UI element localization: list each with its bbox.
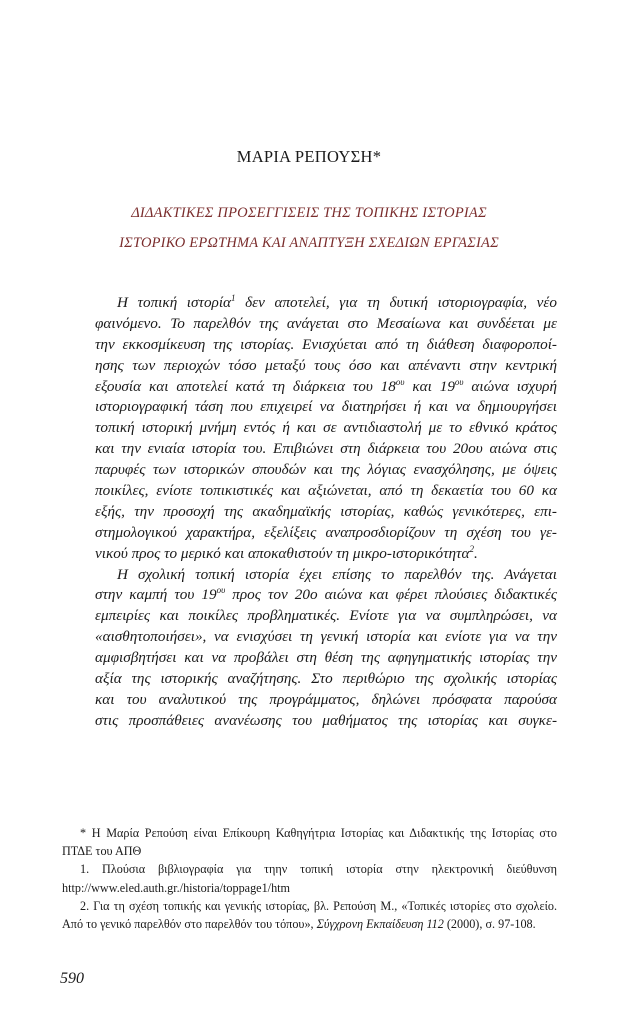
body-line bbox=[95, 585, 557, 606]
text-segment: * Η Μαρία Ρεπούση είναι Επίκουρη Καθηγήτρια Ιστορίας και Διδακτικής της Ιστορίας στο bbox=[80, 826, 557, 840]
superscript: 1 bbox=[231, 293, 236, 303]
text-segment: και του αναλυτικού της προγράμματος, δηλώνει πρόσφατα παρούσα bbox=[95, 690, 557, 708]
body-line bbox=[95, 711, 557, 732]
body-line bbox=[95, 690, 557, 711]
footnote-line bbox=[62, 879, 557, 897]
body-line bbox=[95, 565, 557, 586]
superscript: ου bbox=[395, 376, 405, 387]
body-text bbox=[95, 293, 557, 732]
footnotes bbox=[62, 824, 557, 933]
text-segment: http://www.eled.auth.gr./historia/toppage1/htm bbox=[62, 880, 291, 895]
text-segment: Η τοπική ιστορία bbox=[117, 294, 232, 311]
text-segment: προς τον 20ο αιώνα και φέρει πλούσιες διδακτικές bbox=[225, 586, 557, 604]
article-subtitle: ΙΣΤΟΡΙΚΟ ΕΡΩΤΗΜΑ ΚΑΙ ΑΝΑΠΤΥΞΗ ΣΧΕΔΙΩΝ ΕΡΓΑΣΙΑΣ bbox=[119, 235, 499, 251]
text-segment: αιώνα ισχυρή bbox=[463, 377, 557, 395]
body-line bbox=[95, 460, 557, 481]
text-segment: ποικίλες, ενίοτε τοπικιστικές και αξιώνεται, από τη δεκαετία του 60 κα bbox=[95, 482, 557, 500]
text-segment: αξία της ιστορικής αναζήτησης. Στο περιθώριο της σχολικής ιστορίας bbox=[95, 670, 557, 688]
body-line bbox=[95, 293, 557, 314]
body-line bbox=[95, 377, 557, 398]
footnote-line bbox=[62, 824, 557, 842]
text-segment: ΠΤΔΕ του ΑΠΘ bbox=[62, 844, 142, 859]
footnote-line bbox=[62, 842, 557, 860]
text-segment: παρυφές των ιστορικών σπουδών και της λόγιας ενασχόλησης, με όψεις bbox=[95, 461, 557, 479]
text-segment: ησης των περιοχών τόσο μεταξύ τους όσο και απέναντι στην κεντρική bbox=[95, 356, 557, 374]
body-line bbox=[95, 418, 557, 439]
footnote-line bbox=[62, 897, 557, 915]
text-segment: ιστοριογραφική τάση που επιχειρεί να διατηρήσει ή και να δημιουργήσει bbox=[95, 398, 557, 416]
text-segment: στημολογικού χαρακτήρα, εξελίξεις αναπροσδιορίζουν τη σχέση του γε- bbox=[95, 523, 557, 541]
body-line bbox=[95, 523, 557, 544]
text-segment: φαινόμενο. Το παρελθόν της ανάγεται στο Μεσαίωνα και συνδέεται με bbox=[95, 314, 557, 332]
body-line bbox=[95, 481, 557, 502]
body-line bbox=[95, 544, 557, 565]
text-segment: τοπική ιστορική μνήμη εντός ή και σε αντιδιαστολή με το εθνικό κράτος bbox=[95, 419, 557, 437]
footnote-line bbox=[62, 915, 557, 933]
superscript: 2 bbox=[469, 543, 474, 554]
article-title: ΔΙΔΑΚΤΙΚΕΣ ΠΡΟΣΕΓΓΙΣΕΙΣ ΤΗΣ ΤΟΠΙΚΗΣ ΙΣΤΟΡΙΑΣ bbox=[131, 205, 487, 221]
body-line bbox=[95, 502, 557, 523]
text-segment: Από το γενικό παρελθόν στο παρελθόν του τόπου», bbox=[62, 916, 317, 931]
text-segment: . bbox=[473, 544, 478, 562]
text-segment: την εκκοσμίκευση της ιστορίας. Ενισχύεται από τη διάθεση διαφοροποί- bbox=[95, 335, 557, 353]
text-segment: «αισθητοποιήσει», να ενισχύσει τη γενική ιστορία και ενίοτε για να την bbox=[95, 628, 557, 646]
body-line bbox=[95, 648, 557, 669]
text-segment: αμφισβητήσει και να προβάλει στη θέση της αφηγηματικής ιστορίας την bbox=[95, 649, 557, 667]
body-line bbox=[95, 397, 557, 418]
text-segment: εξής, την προσοχή της ακαδημαϊκής ιστορίας, καθώς γενικότερες, επι- bbox=[95, 502, 557, 520]
body-line bbox=[95, 606, 557, 627]
text-segment: (2000), σ. 97-108. bbox=[443, 916, 536, 931]
body-line bbox=[95, 439, 557, 460]
body-line bbox=[95, 314, 557, 335]
footnote-line bbox=[62, 860, 557, 878]
superscript: ου bbox=[216, 585, 226, 596]
text-segment: στην καμπή του 19 bbox=[95, 586, 217, 604]
text-segment: δεν αποτελεί, για τη δυτική ιστοριογραφία, νέο bbox=[235, 294, 557, 311]
page-number: 590 bbox=[60, 970, 84, 987]
italic-text: Σύγχρονη Εκπαίδευση 112 bbox=[316, 916, 444, 931]
text-segment: 2. Για τη σχέση τοπικής και γενικής ιστορίας, βλ. Ρεπούση Μ., «Τοπικές ιστορίες στο σχολείο. bbox=[80, 898, 557, 913]
text-segment: νικού προς το μερικό και αποκαθιστούν τη μικρο-ιστορικότητα bbox=[95, 544, 470, 562]
body-line bbox=[95, 669, 557, 690]
text-segment: και την ενιαία ιστορία του. Επιβιώνει στη διάρκεια του 20ου αιώνα στις bbox=[95, 440, 557, 458]
body-line bbox=[95, 335, 557, 356]
text-segment: και 19 bbox=[404, 377, 455, 395]
body-line bbox=[95, 356, 557, 377]
text-segment: Η σχολική τοπική ιστορία έχει επίσης το παρελθόν της. Ανάγεται bbox=[117, 565, 557, 583]
text-segment: εξουσία και αποτελεί κατά τη διάρκεια του 18 bbox=[95, 377, 396, 395]
superscript: ου bbox=[454, 376, 464, 387]
text-segment: 1. Πλούσια βιβλιογραφία για τηην τοπική ιστορία στην ηλεκτρονική διεύθυνση bbox=[80, 862, 557, 877]
body-line bbox=[95, 627, 557, 648]
text-segment: στις προσπάθειες ανανέωσης του μαθήματος της ιστορίας και συγκε- bbox=[95, 711, 557, 729]
author-name: ΜΑΡΙΑ ΡΕΠΟΥΣΗ* bbox=[236, 147, 382, 166]
text-segment: εμπειρίες και ποικίλες προβληματικές. Ενίοτε για να συμπληρώσει, να bbox=[95, 607, 557, 625]
